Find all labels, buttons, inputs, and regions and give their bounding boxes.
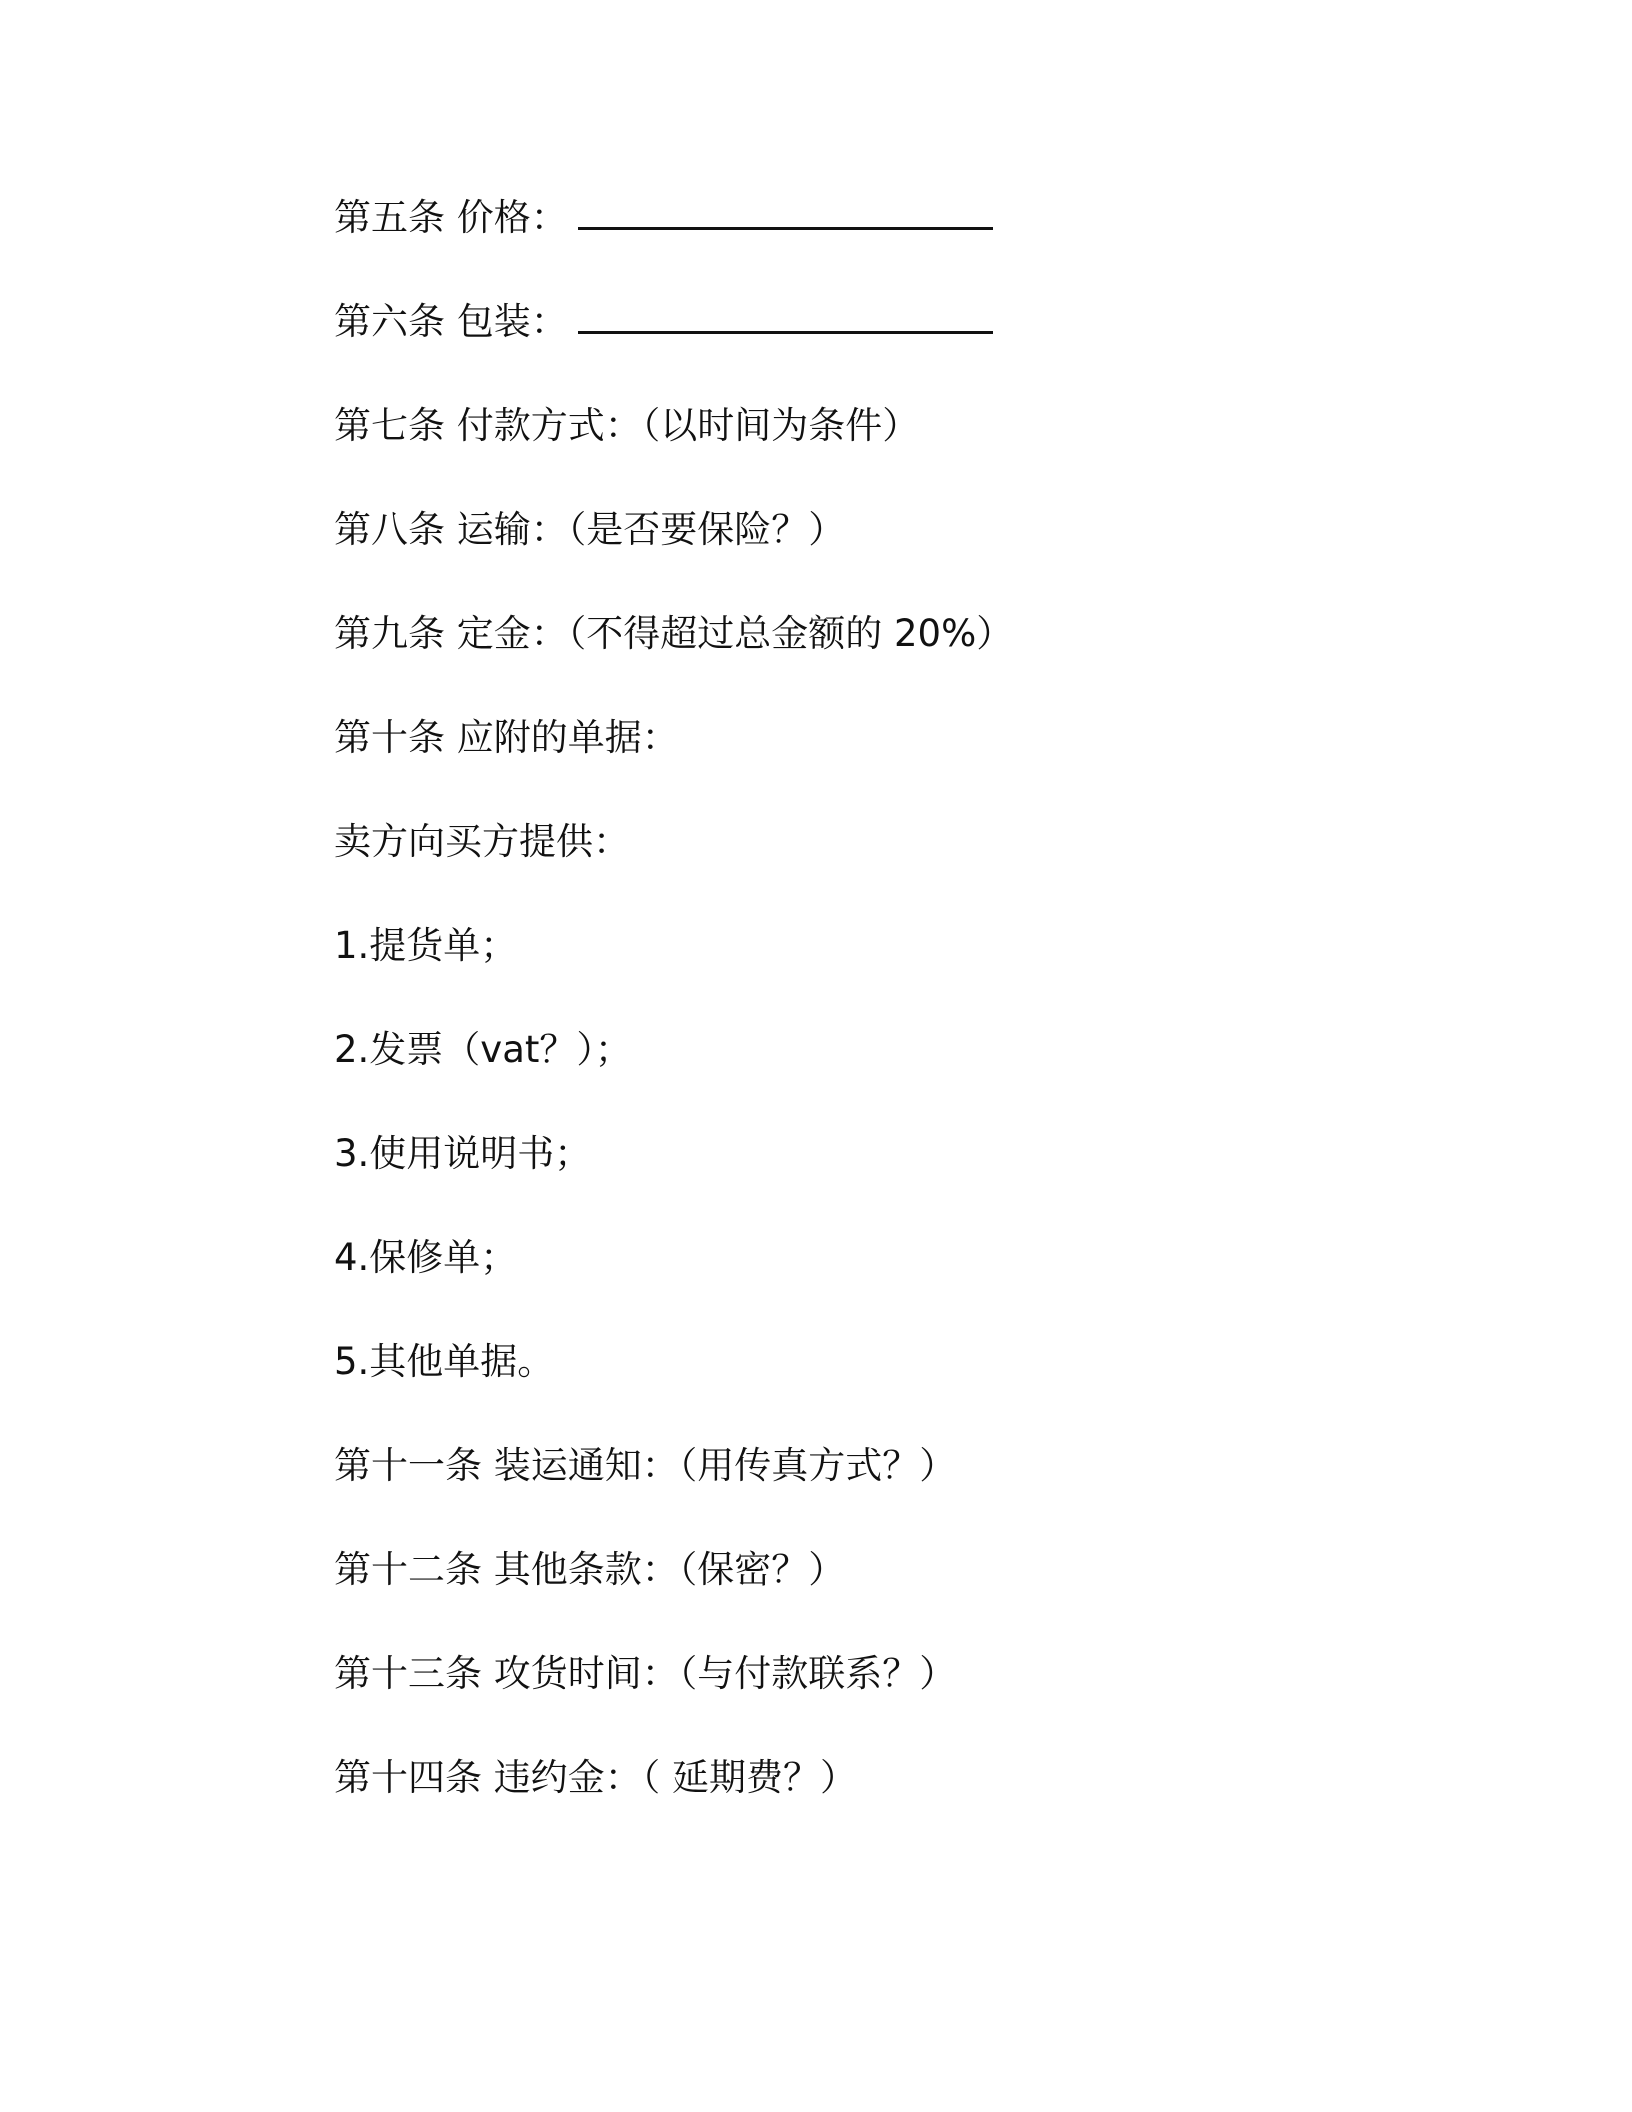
document-item-1: 1.提货单； [334, 924, 518, 967]
clause-9-deposit: 第九条 定金：（不得超过总金额的 20%） [334, 612, 1014, 655]
document-item-2: 2.发票（vat？）； [334, 1028, 632, 1071]
document-item-3: 3.使用说明书； [334, 1132, 592, 1175]
clause-7-payment: 第七条 付款方式：（以时间为条件） [334, 404, 920, 447]
clause-13-delivery-time: 第十三条 攻货时间：（与付款联系？） [334, 1652, 957, 1695]
clause-6-packaging [334, 290, 1434, 394]
contract-clauses [334, 186, 1434, 1850]
document-item-4: 4.保修单； [334, 1236, 518, 1279]
document-item-5: 5.其他单据。 [334, 1340, 555, 1383]
clause-12-other-terms: 第十二条 其他条款：（保密？） [334, 1548, 846, 1591]
price-blank-line [578, 189, 993, 230]
clause-10-documents: 第十条 应附的单据： [334, 716, 679, 759]
clause-8-transport: 第八条 运输：（是否要保险？） [334, 508, 846, 551]
clause-5-price [334, 186, 1434, 290]
clause-11-shipping-notice: 第十一条 装运通知：（用传真方式？） [334, 1444, 957, 1487]
clause-6-text: 第六条 包装： [334, 300, 568, 343]
clause-14-penalty: 第十四条 违约金：（ 延期费？） [334, 1756, 858, 1799]
packaging-blank-line [578, 293, 993, 334]
seller-provides-heading: 卖方向买方提供： [334, 820, 630, 863]
clause-5-text: 第五条 价格： [334, 196, 568, 239]
